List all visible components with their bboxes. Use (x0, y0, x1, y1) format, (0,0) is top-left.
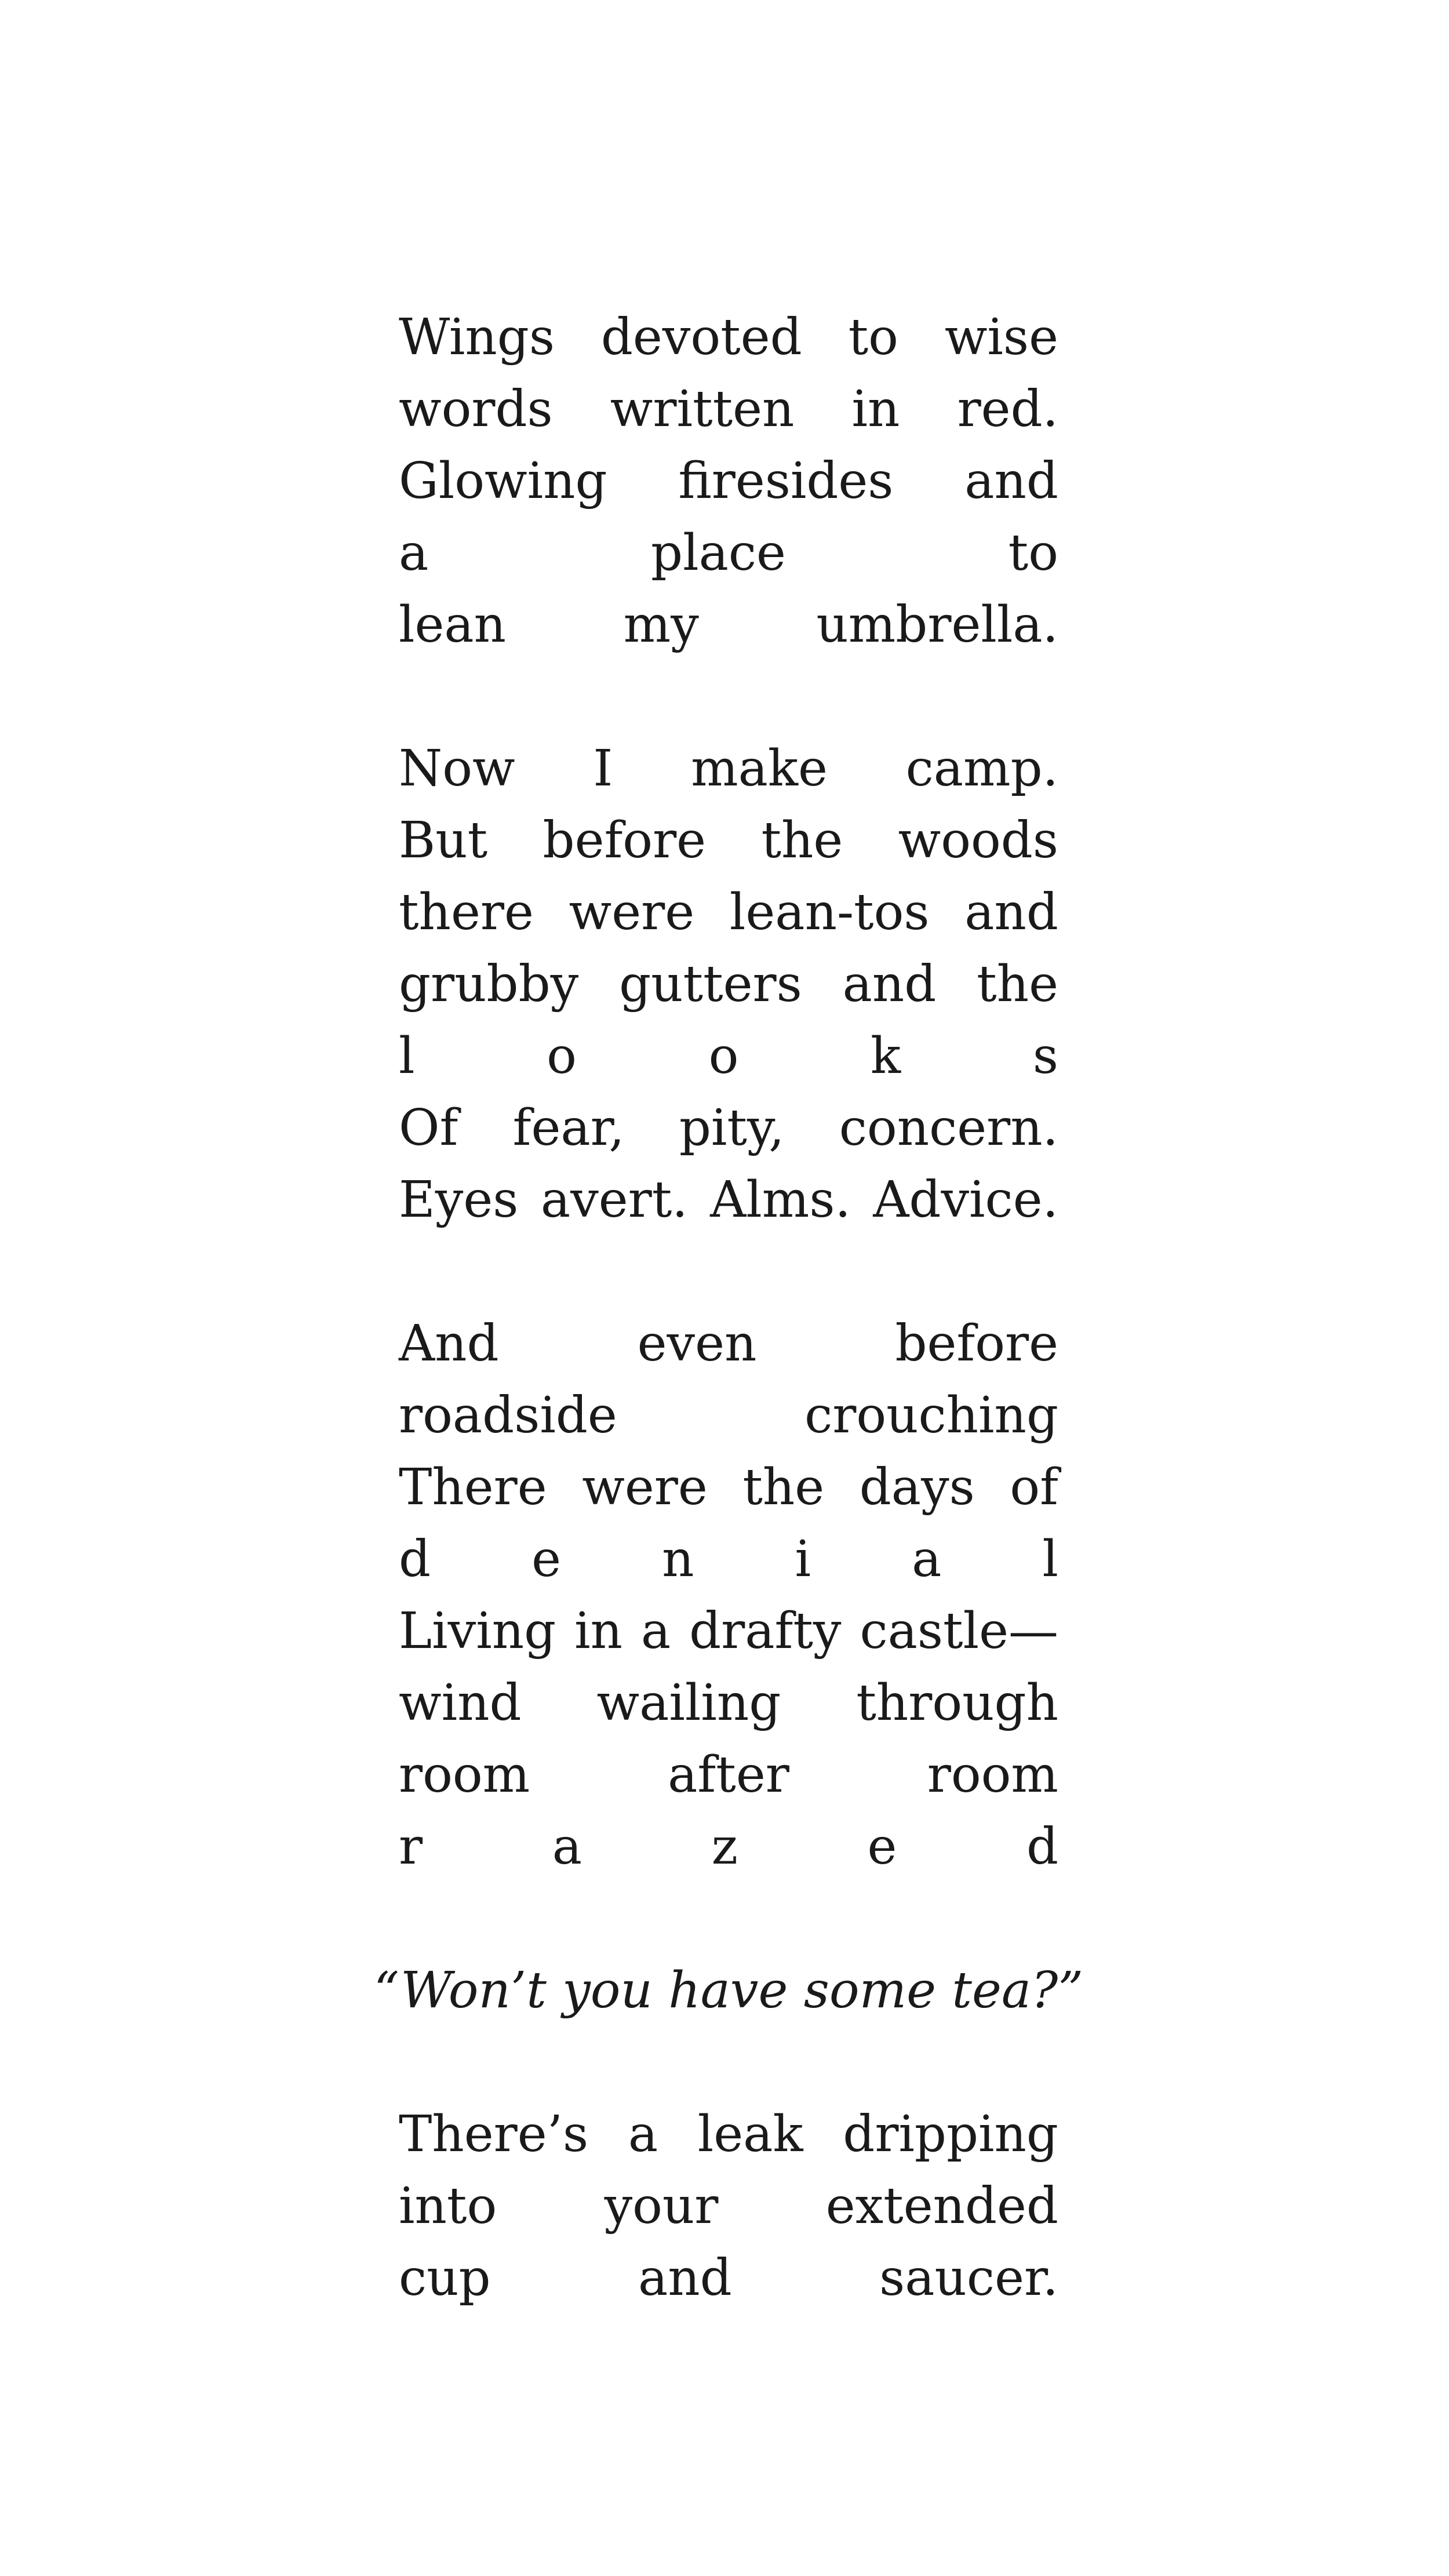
poem-word: Wings (399, 308, 555, 366)
poem-word: “Won’t you have some tea?” (373, 1962, 1084, 2020)
poem-word: written (610, 380, 795, 438)
poem-word: concern. (839, 1099, 1058, 1157)
poem-word: k (871, 1027, 901, 1085)
poem-word: of (1010, 1458, 1058, 1516)
poem-word: wise (944, 308, 1058, 366)
poem-line (399, 1595, 1058, 1667)
poem-word: and (842, 955, 937, 1013)
poem-line (399, 517, 1058, 589)
poem-word: devoted (600, 308, 802, 366)
poem-word: Eyes (399, 1171, 519, 1229)
poem-word: l (399, 1027, 415, 1085)
poem-word: my (623, 596, 699, 654)
poem-word: to (848, 308, 898, 366)
poem-word: saucer. (879, 2249, 1058, 2307)
poem-word: z (711, 1818, 738, 1876)
poem-line (399, 876, 1058, 948)
poem-word: lean (399, 596, 507, 654)
poem-line (399, 373, 1058, 445)
poem-word: even (637, 1315, 757, 1373)
poem-word: firesides (678, 452, 894, 510)
poem-word: make (691, 740, 828, 798)
poem-stanza (399, 2098, 1058, 2314)
poem-word: r (399, 1818, 423, 1876)
poem-word: room (399, 1746, 530, 1804)
poem-word: Glowing (399, 452, 607, 510)
poem-line (399, 1811, 1058, 1883)
poem-word: in (851, 380, 900, 438)
poem-stanza (399, 301, 1058, 661)
poem-word: avert. (540, 1171, 688, 1229)
poem-word: Of (399, 1099, 458, 1157)
poem-word: a (912, 1530, 942, 1588)
poem-line (399, 733, 1058, 805)
poem-line (399, 445, 1058, 517)
poem-word: d (399, 1530, 431, 1588)
poem-line (399, 1164, 1058, 1236)
poem-word: castle— (860, 1602, 1058, 1660)
poem-word: But (399, 812, 488, 869)
poem-word: umbrella. (816, 596, 1058, 654)
poem-line (399, 1380, 1058, 1451)
poem-word: e (867, 1818, 897, 1876)
poem-word: Now (399, 740, 515, 798)
poem-line (399, 2098, 1058, 2170)
poem-word: d (1026, 1818, 1058, 1876)
poem-stanza (399, 733, 1058, 1236)
poem-stanza (373, 1955, 1084, 2026)
poem-word: There (399, 1458, 547, 1516)
poem-word: roadside (399, 1387, 617, 1445)
poem-word: cup (399, 2249, 491, 2307)
poem-word: place (651, 524, 786, 582)
poem-word: before (543, 812, 707, 869)
poem-page (373, 301, 1084, 2386)
poem-line (399, 805, 1058, 876)
poem-word: I (593, 740, 613, 798)
poem-word: your (604, 2177, 719, 2235)
poem-word: crouching (804, 1387, 1058, 1445)
poem-word: n (662, 1530, 694, 1588)
poem-word: to (1008, 524, 1058, 582)
poem-word: grubby (399, 955, 579, 1013)
poem-word: were (569, 883, 695, 941)
poem-word: and (964, 452, 1058, 510)
poem-line (399, 1523, 1058, 1595)
poem-line (399, 948, 1058, 1020)
poem-word: wind (399, 1674, 522, 1732)
poem-word: through (856, 1674, 1058, 1732)
poem-word: in (574, 1602, 622, 1660)
poem-word: s (1032, 1027, 1058, 1085)
poem-word: a (399, 524, 429, 582)
poem-line (399, 1308, 1058, 1380)
poem-word: a (552, 1818, 582, 1876)
poem-word: woods (898, 812, 1058, 869)
poem-word: wailing (596, 1674, 781, 1732)
poem-word: there (399, 883, 534, 941)
poem-word: into (399, 2177, 497, 2235)
poem-word: the (761, 812, 843, 869)
poem-word: the (977, 955, 1058, 1013)
poem-word: words (399, 380, 553, 438)
poem-line (399, 1020, 1058, 1092)
poem-word: the (742, 1458, 825, 1516)
poem-stanza (399, 1308, 1058, 1883)
poem-quote-line (373, 1955, 1084, 2026)
poem-line (399, 589, 1058, 661)
poem-line (399, 1739, 1058, 1811)
poem-word: a (640, 1602, 671, 1660)
poem-word: And (399, 1315, 499, 1373)
poem-word: l (1042, 1530, 1058, 1588)
poem-word: o (547, 1027, 577, 1085)
poem-word: Living (399, 1602, 556, 1660)
poem-word: leak (697, 2105, 803, 2163)
poem-word: and (964, 883, 1058, 941)
poem-line (399, 1092, 1058, 1164)
poem-word: Alms. (710, 1171, 851, 1229)
poem-word: before (895, 1315, 1058, 1373)
poem-word: Advice. (873, 1171, 1058, 1229)
poem-word: and (638, 2249, 732, 2307)
poem-word: red. (957, 380, 1058, 438)
poem-word: fear, (512, 1099, 625, 1157)
poem-word: gutters (619, 955, 802, 1013)
poem-word: after (668, 1746, 789, 1804)
poem-line (399, 1667, 1058, 1739)
poem-word: dripping (843, 2105, 1058, 2163)
poem-word: extended (825, 2177, 1058, 2235)
poem-word: days (859, 1458, 975, 1516)
poem-line (399, 1451, 1058, 1523)
poem-word: a (628, 2105, 658, 2163)
poem-word: room (927, 1746, 1058, 1804)
poem-word: camp. (905, 740, 1058, 798)
poem-word: e (531, 1530, 562, 1588)
poem-word: drafty (689, 1602, 842, 1660)
poem-word: were (582, 1458, 708, 1516)
poem-word: There’s (399, 2105, 589, 2163)
poem-line (399, 2242, 1058, 2314)
poem-word: i (795, 1530, 811, 1588)
poem-word: pity, (679, 1099, 785, 1157)
poem-word: o (708, 1027, 739, 1085)
poem-line (399, 2170, 1058, 2242)
poem-line (399, 301, 1058, 373)
poem-word: lean-tos (729, 883, 930, 941)
